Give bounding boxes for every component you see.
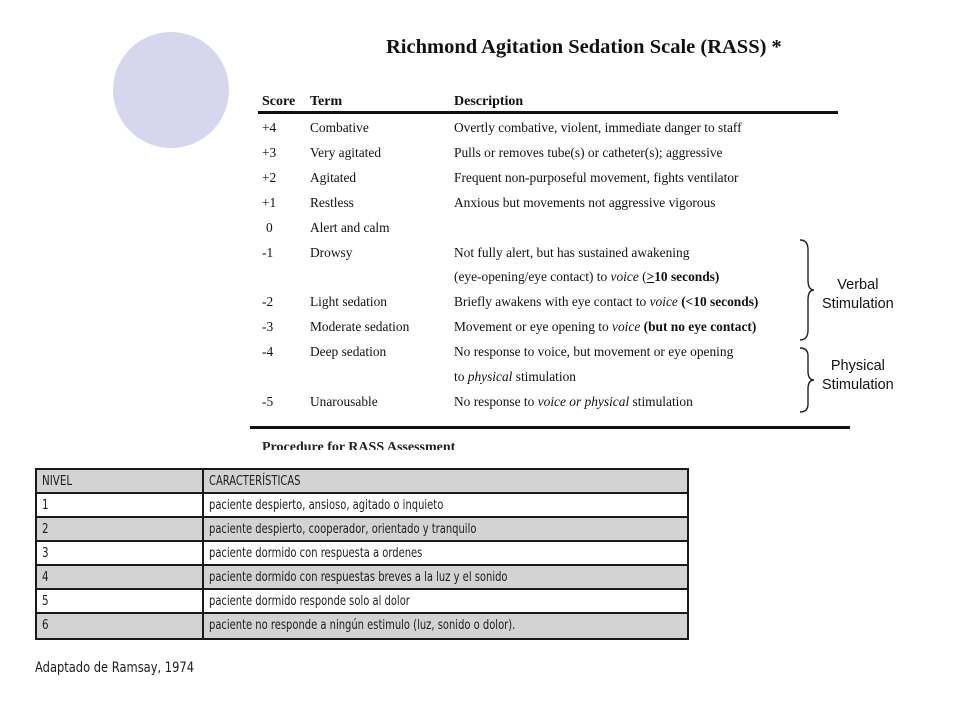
- rass-description-segment: stimulation: [512, 369, 576, 384]
- rass-description-segment: >: [646, 269, 655, 284]
- rass-term: Agitated: [310, 170, 357, 185]
- rass-score: -4: [262, 344, 274, 359]
- rass-header-term: Term: [310, 94, 343, 109]
- rass-term: Alert and calm: [310, 220, 390, 235]
- ramsay-header-nivel: NIVEL: [42, 473, 73, 489]
- rass-score: -3: [262, 319, 274, 334]
- rass-description-segment: Anxious but movements not aggressive vigorous: [454, 195, 716, 210]
- physical-label-line2: Stimulation: [822, 377, 894, 393]
- verbal-brace: [796, 238, 816, 342]
- rass-description-segment: voice: [610, 269, 639, 284]
- rass-title: Richmond Agitation Sedation Scale (RASS) *: [386, 36, 782, 58]
- rass-description-segment: No response to voice, but movement or eye opening: [454, 344, 734, 359]
- rass-description: [454, 269, 719, 285]
- rass-term: Drowsy: [310, 245, 353, 260]
- rass-cutoff-text: Procedure for RASS Assessment: [262, 440, 456, 450]
- ramsay-nivel: 3: [42, 545, 49, 561]
- ramsay-header-caracteristicas: CARACTERÍSTICAS: [209, 473, 301, 489]
- rass-description-segment: Not fully alert, but has sustained awakening: [454, 245, 690, 260]
- ramsay-table: [35, 468, 689, 640]
- rass-description-segment: Frequent non-purposeful movement, fights ventilator: [454, 170, 739, 185]
- rass-score: 0: [266, 220, 273, 235]
- rass-description-segment: (but no eye contact): [640, 319, 757, 334]
- rass-header-score: Score: [262, 94, 296, 109]
- ramsay-row: [37, 494, 687, 518]
- rass-score: +4: [262, 120, 277, 135]
- rass-description-segment: Movement or eye opening to: [454, 319, 613, 334]
- rass-header-description: Description: [454, 94, 524, 109]
- ramsay-caracteristica: paciente dormido con respuestas breves a la luz y el sonido: [209, 569, 508, 585]
- rass-description-segment: voice: [612, 319, 641, 334]
- rass-bottom-rule: [250, 426, 850, 429]
- physical-brace: [796, 346, 816, 414]
- ramsay-nivel: 2: [42, 521, 49, 537]
- physical-label-line1: Physical: [830, 358, 885, 374]
- rass-description-segment: (<10 seconds): [677, 294, 759, 309]
- rass-term: Unarousable: [310, 394, 378, 409]
- ramsay-nivel: 5: [42, 593, 49, 609]
- ramsay-row: [37, 614, 687, 638]
- rass-score: +1: [262, 195, 277, 210]
- ramsay-nivel: 6: [42, 617, 49, 633]
- rass-score: +2: [262, 170, 277, 185]
- ramsay-header-row: [37, 470, 687, 494]
- verbal-label-line2: Stimulation: [822, 296, 894, 312]
- rass-description-segment: (: [638, 269, 647, 284]
- rass-header-rule: [258, 111, 838, 114]
- verbal-label-line1: Verbal: [837, 277, 879, 293]
- rass-description-segment: Overtly combative, violent, immediate danger to staff: [454, 120, 742, 135]
- rass-description: [454, 344, 733, 360]
- rass-description: [454, 195, 715, 211]
- rass-description-segment: Briefly awakens with eye contact to: [454, 294, 650, 309]
- ramsay-row: [37, 542, 687, 566]
- ramsay-caption: Adaptado de Ramsay, 1974: [35, 660, 195, 676]
- rass-description: [454, 245, 689, 261]
- physical-stimulation-label: [822, 357, 894, 395]
- rass-description-segment: No response to: [454, 394, 538, 409]
- verbal-stimulation-label: [822, 276, 894, 314]
- ramsay-nivel: 4: [42, 569, 49, 585]
- rass-score: -5: [262, 394, 274, 409]
- rass-description: [454, 319, 756, 335]
- rass-description-segment: physical: [467, 369, 513, 384]
- ramsay-caracteristica: paciente despierto, cooperador, orientado y tranquilo: [209, 521, 477, 537]
- rass-description: [454, 294, 758, 310]
- rass-term: Deep sedation: [310, 344, 387, 359]
- ramsay-caracteristica: paciente despierto, ansioso, agitado o inquieto: [209, 497, 444, 513]
- rass-score: -2: [262, 294, 274, 309]
- rass-description-segment: (eye-opening/eye contact) to: [454, 269, 611, 284]
- rass-description-segment: 10 seconds): [654, 269, 720, 284]
- rass-description: [454, 369, 576, 385]
- rass-score: -1: [262, 245, 274, 260]
- ramsay-caracteristica: paciente dormido responde solo al dolor: [209, 593, 410, 609]
- rass-term: Very agitated: [310, 145, 382, 160]
- rass-description-segment: voice or physical: [537, 394, 630, 409]
- rass-term: Light sedation: [310, 294, 387, 309]
- rass-score: +3: [262, 145, 277, 160]
- rass-description: [454, 394, 693, 410]
- rass-term: Moderate sedation: [310, 319, 410, 334]
- ramsay-column-divider: [202, 470, 204, 638]
- rass-term: Combative: [310, 120, 369, 135]
- ramsay-caracteristica: paciente dormido con respuesta a ordenes: [209, 545, 423, 561]
- ramsay-row: [37, 518, 687, 542]
- decorative-circle: [113, 32, 229, 148]
- rass-description: [454, 120, 742, 136]
- ramsay-row: [37, 566, 687, 590]
- rass-term: Restless: [310, 195, 354, 210]
- rass-description-segment: stimulation: [629, 394, 693, 409]
- rass-description-segment: to: [454, 369, 468, 384]
- rass-description: [454, 145, 722, 161]
- ramsay-row: [37, 590, 687, 614]
- ramsay-nivel: 1: [42, 497, 49, 513]
- rass-description-segment: Pulls or removes tube(s) or catheter(s); aggressive: [454, 145, 723, 160]
- rass-description: [454, 170, 739, 186]
- ramsay-caracteristica: paciente no responde a ningún estimulo (luz, sonido o dolor).: [209, 617, 516, 633]
- rass-description-segment: voice: [649, 294, 678, 309]
